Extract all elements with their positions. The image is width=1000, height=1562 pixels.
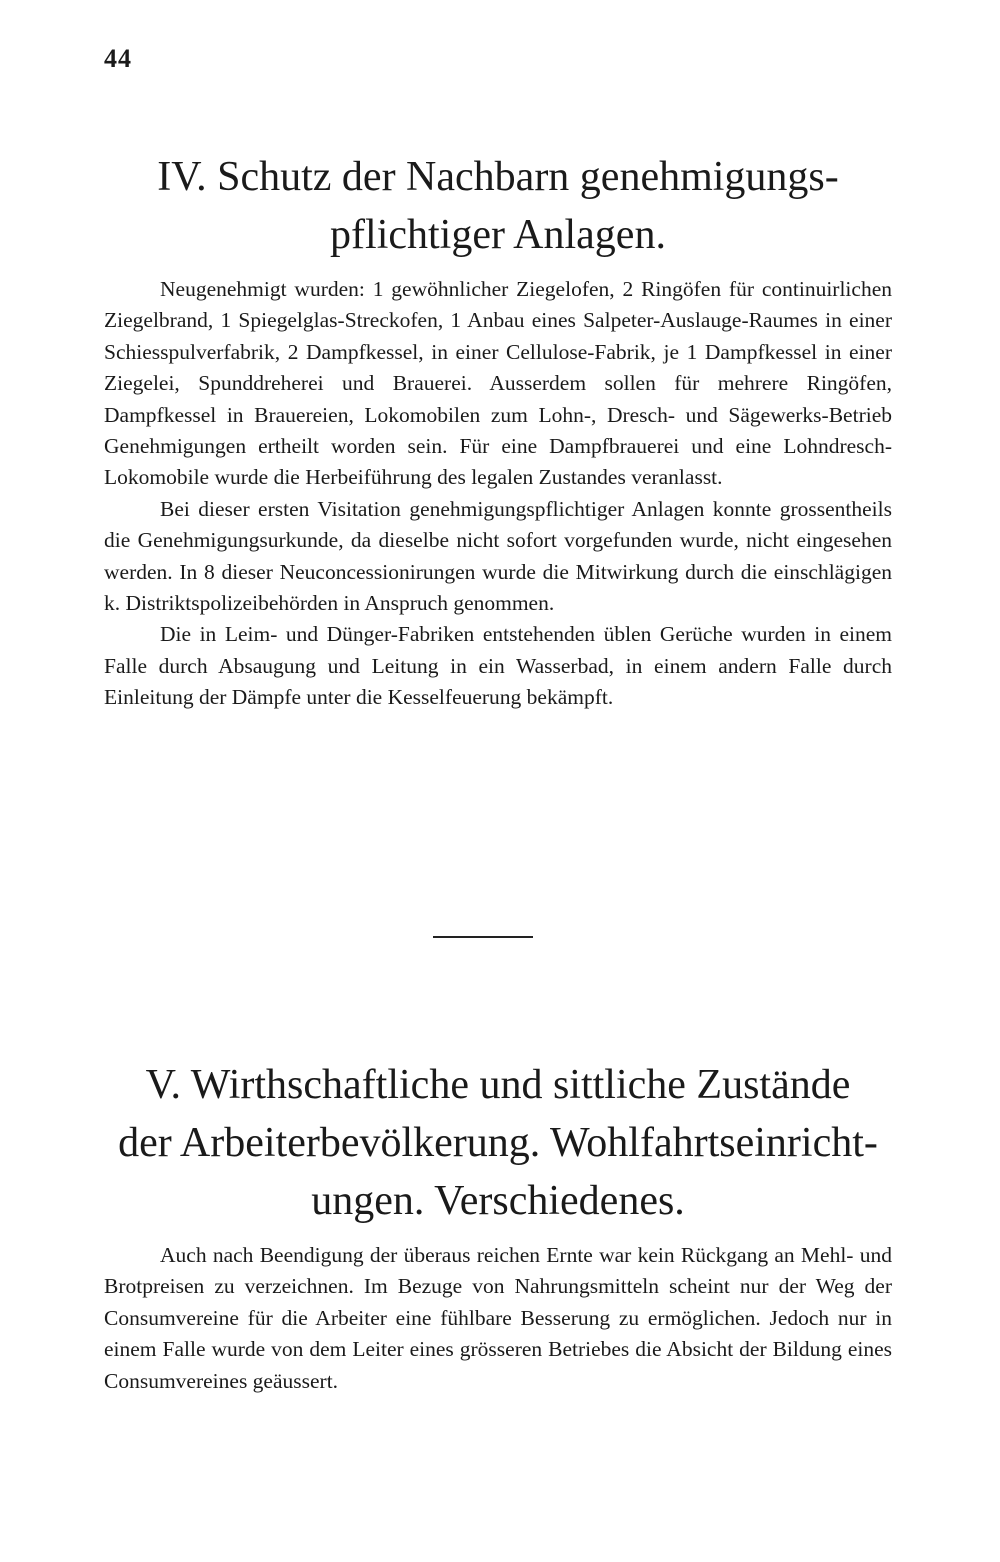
section-divider xyxy=(433,936,533,938)
section-v-title-line-1: V. Wirthschaftliche und sittliche Zustände xyxy=(145,1062,851,1108)
section-iv xyxy=(104,148,892,714)
paragraph: Die in Leim- und Dünger-Fabriken entstehenden üblen Gerüche wurden in einem Falle durch Absaugung und Leitung in ein Wasserbad, in einem andern Falle durch Einleitung der Dämpfe unter die Kesselfeuerung bekämpft. xyxy=(104,622,892,710)
section-iv-title xyxy=(104,148,892,264)
section-v-body xyxy=(104,1240,892,1397)
section-iv-body xyxy=(104,274,892,714)
paragraph: Neugenehmigt wurden: 1 gewöhnlicher Ziegelofen, 2 Ringöfen für continuirlichen Ziegelbrand, 1 Spiegelglas-Streckofen, 1 Anbau eines Salpeter-Auslauge-Raumes in einer Schiesspulverfabrik, 2 Dampfkessel, in einer Cellulose-Fabrik, je 1 Dampfkessel in einer Ziegelei, Spunddreherei und Brauerei. Ausserdem sollen für mehrere Ringöfen, Dampfkessel in Brauereien, Lokomobilen zum Lohn-, Dresch- und Sägewerks-Betrieb Genehmigungen ertheilt worden sein. Für eine Dampfbrauerei und eine Lohndresch-Lokomobile wurde die Herbeiführung des legalen Zustandes veranlasst. xyxy=(104,277,892,490)
paragraph: Bei dieser ersten Visitation genehmigungspflichtiger Anlagen konnte grossentheils die Genehmigungsurkunde, da dieselbe nicht sofort vorgefunden wurde, nicht eingesehen werden. In 8 dieser Neuconcessionirungen wurde die Mitwirkung durch die einschlägigen k. Distriktspolizeibehörden in Anspruch genommen. xyxy=(104,496,892,616)
section-v-title-line-2: der Arbeiterbevölkerung. Wohlfahrtseinricht- xyxy=(118,1120,878,1166)
section-v-title xyxy=(104,1056,892,1230)
section-v-title-line-3: ungen. Verschiedenes. xyxy=(311,1178,685,1224)
page-number: 44 xyxy=(104,44,132,73)
section-iv-title-line-1: IV. Schutz der Nachbarn genehmigungs- xyxy=(157,154,839,200)
paragraph: Auch nach Beendigung der überaus reichen Ernte war kein Rückgang an Mehl- und Brotpreisen zu verzeichnen. Im Bezuge von Nahrungsmitteln scheint nur der Weg der Consumvereine für die Arbeiter eine fühlbare Besserung zu ermöglichen. Jedoch nur in einem Falle wurde von dem Leiter eines grösseren Betriebes die Absicht der Bildung eines Consumvereines geäussert. xyxy=(104,1243,892,1393)
section-v xyxy=(104,1056,892,1397)
section-iv-title-line-2: pflichtiger Anlagen. xyxy=(330,212,666,258)
